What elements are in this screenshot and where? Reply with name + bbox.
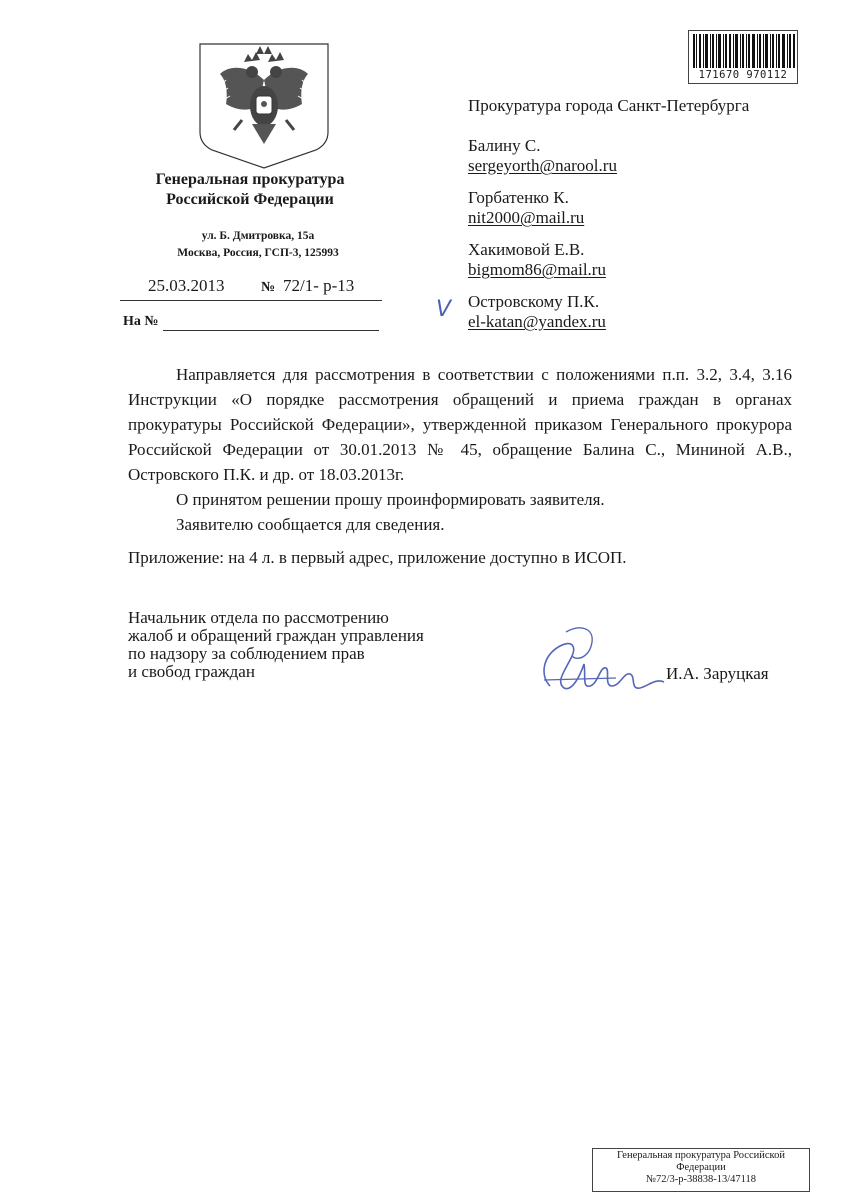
- address-line1: ул. Б. Дмитровка, 15а: [201, 230, 315, 242]
- reference-line: [163, 330, 379, 331]
- signer-name: И.А. Заруцкая: [666, 664, 769, 683]
- recipient-email[interactable]: el-katan@yandex.ru: [468, 312, 606, 331]
- body-paragraph: Направляется для рассмотрения в соответствии с положениями п.п. 3.2, 3.4, 3.16 Инструкции «О порядке рассмотрения обращений и приема граждан в органах прокуратуры Российской Федерации», утвержденной приказом Генерального прокурора Российской Федерации от 30.01.2013 № 45, обращение Балина С., Мининой А.В., Островского П.К. и др. от 18.03.2013г.: [128, 365, 792, 484]
- recipient: [468, 188, 808, 228]
- body-paragraph: Заявителю сообщается для сведения.: [176, 515, 445, 534]
- stamp-line: Генеральная прокуратура Российской: [617, 1150, 785, 1161]
- stamp-line: №72/3-р-38838-13/47118: [646, 1174, 756, 1185]
- letter-body: [128, 362, 792, 537]
- barcode: [688, 30, 798, 84]
- handwritten-signature-icon: [520, 616, 670, 708]
- recipient-email[interactable]: sergeyorth@narool.ru: [468, 156, 617, 175]
- recipient-name: Хакимовой Е.В.: [468, 240, 585, 259]
- position-line: по надзору за соблюдением прав: [128, 644, 365, 663]
- barcode-icon: [693, 34, 795, 68]
- recipient: [468, 240, 808, 280]
- organization-address: [138, 228, 378, 262]
- recipients-block: [468, 96, 808, 344]
- appendix-note: Приложение: на 4 л. в первый адрес, приложение доступно в ИСОП.: [128, 548, 627, 567]
- document-number: 72/1- р-13: [283, 276, 355, 295]
- recipient: [468, 136, 808, 176]
- state-emblem-icon: [192, 40, 336, 172]
- recipient-name: Островскому П.К.: [468, 292, 600, 311]
- recipient-email[interactable]: nit2000@mail.ru: [468, 208, 585, 227]
- barcode-number: 171670 970112: [698, 69, 788, 81]
- body-paragraph: О принятом решении прошу проинформировать заявителя.: [176, 490, 605, 509]
- check-mark: V: [436, 297, 452, 322]
- reference-label: На №: [123, 314, 159, 329]
- position-line: жалоб и обращений граждан управления: [128, 626, 424, 645]
- position-line: Начальник отдела по рассмотрению: [128, 608, 389, 627]
- recipient: [468, 292, 808, 332]
- registration-line: [120, 274, 382, 301]
- document-date: 25.03.2013: [148, 276, 225, 295]
- number-sign: №: [261, 280, 276, 295]
- registration-stamp: [592, 1148, 810, 1192]
- recipient-organization: Прокуратура города Санкт-Петербурга: [468, 96, 750, 115]
- position-line: и свобод граждан: [128, 662, 255, 681]
- organization-name: [115, 170, 385, 210]
- org-name-line1: Генеральная прокуратура: [155, 171, 345, 188]
- org-name-line2: Российской Федерации: [166, 191, 334, 208]
- signer-position: [128, 609, 488, 681]
- stamp-line: Федерации: [676, 1162, 726, 1173]
- recipient-name: Балину С.: [468, 136, 541, 155]
- address-line2: Москва, Россия, ГСП-3, 125993: [177, 247, 339, 259]
- recipient-name: Горбатенко К.: [468, 188, 569, 207]
- recipient-email[interactable]: bigmom86@mail.ru: [468, 260, 606, 279]
